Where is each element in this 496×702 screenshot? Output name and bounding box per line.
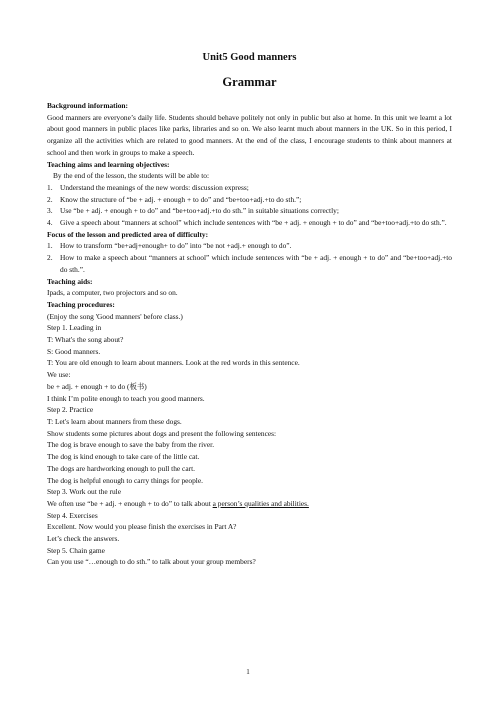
procedure-line: The dogs are hardworking enough to pull the cart. <box>47 463 195 473</box>
aims-intro: By the end of the lesson, the students will be able to: <box>53 171 209 181</box>
procedure-line: Step 3. Work out the rule <box>47 487 121 497</box>
procedure-line: S: Good manners. <box>47 346 101 356</box>
procedure-line: Excellent. Now would you please finish the exercises in Part A? <box>47 522 237 532</box>
procedures-heading: Teaching procedures: <box>47 299 115 309</box>
procedure-line: The dog is helpful enough to carry things for people. <box>47 475 203 485</box>
procedure-line: I think I’m polite enough to teach you good manners. <box>47 393 205 403</box>
procedure-line: Step 4. Exercises <box>47 510 98 520</box>
procedure-line: Step 2. Practice <box>47 405 94 415</box>
aids-text: Ipads, a computer, two projectors and so on. <box>47 288 178 298</box>
aims-item: 3. Use “be + adj. + enough + to do” and “be+too+adj.+to do sth.” in suitable situations correctly; <box>47 206 339 216</box>
page-number: 1 <box>246 668 250 676</box>
procedure-line: Let’s check the answers. <box>47 534 120 544</box>
procedure-line: T: Let's learn about manners from these dogs. <box>47 416 182 426</box>
procedure-line: Step 1. Leading in <box>47 323 102 333</box>
procedure-line: The dog is brave enough to save the baby from the river. <box>47 440 215 450</box>
aims-list <box>47 182 452 229</box>
section-title: Grammar <box>222 75 277 89</box>
aims-heading: Teaching aims and learning objectives: <box>47 159 170 169</box>
rule-underlined: a person’s qualities and abilities. <box>212 498 309 508</box>
unit-title: Unit5 Good manners <box>202 52 297 63</box>
background-paragraph: Good manners are everyone’s daily life. Students should behave politely not only in public but also at home. In this unit we learnt a lot about good manners in public places like parks, libraries and so on. We also learnt much about manners in the UK. So in this period, I organize all the activities which are related to good manners. At the end of the class, I encourage students to think about manners at school and then work in groups to make a speech. <box>47 112 452 157</box>
aims-item: 1. Understand the meanings of the new words: discussion express; <box>47 182 249 192</box>
procedure-line: Show students some pictures about dogs and present the following sentences: <box>47 428 277 438</box>
focus-item: 1. How to transform “be+adj+enough+ to do” into “be not +adj.+ enough to do”. <box>47 241 292 251</box>
procedure-line: be + adj. + enough + to do (板书) <box>47 381 147 391</box>
rule-sentence <box>47 498 452 510</box>
document-content <box>47 52 452 568</box>
focus-item: 2. How to make a speech about “manners at school” which include sentences with “be + adj. + enough + to do” and “be+too+adj.+to do sth.”. <box>47 253 452 274</box>
procedure-line: Step 5. Chain game <box>47 545 105 555</box>
procedure-line: We use: <box>47 370 71 380</box>
aims-item: 2. Know the structure of “be + adj. + enough + to do” and “be+too+adj.+to do sth.”; <box>47 194 302 204</box>
rule-prefix: We often use “be + adj. + enough + to do” to talk about <box>47 498 213 508</box>
procedure-line: T: What's the song about? <box>47 335 124 345</box>
aims-item: 4. Give a speech about “manners at school” which include sentences with “be + adj. + enough + to do” and “be+too+adj.+to do sth.”. <box>47 218 447 228</box>
procedure-line: Can you use “…enough to do sth.” to talk about your group members? <box>47 557 256 567</box>
aids-heading: Teaching aids: <box>47 276 93 286</box>
procedure-line: (Enjoy the song 'Good manners' before class.) <box>47 311 183 321</box>
focus-list <box>47 240 452 275</box>
procedure-line: The dog is kind enough to take care of the little cat. <box>47 452 200 462</box>
background-heading: Background information: <box>47 101 128 110</box>
procedure-line: T: You are old enough to learn about manners. Look at the red words in this sentence. <box>47 358 300 368</box>
focus-heading: Focus of the lesson and predicted area of difficulty: <box>47 229 209 239</box>
